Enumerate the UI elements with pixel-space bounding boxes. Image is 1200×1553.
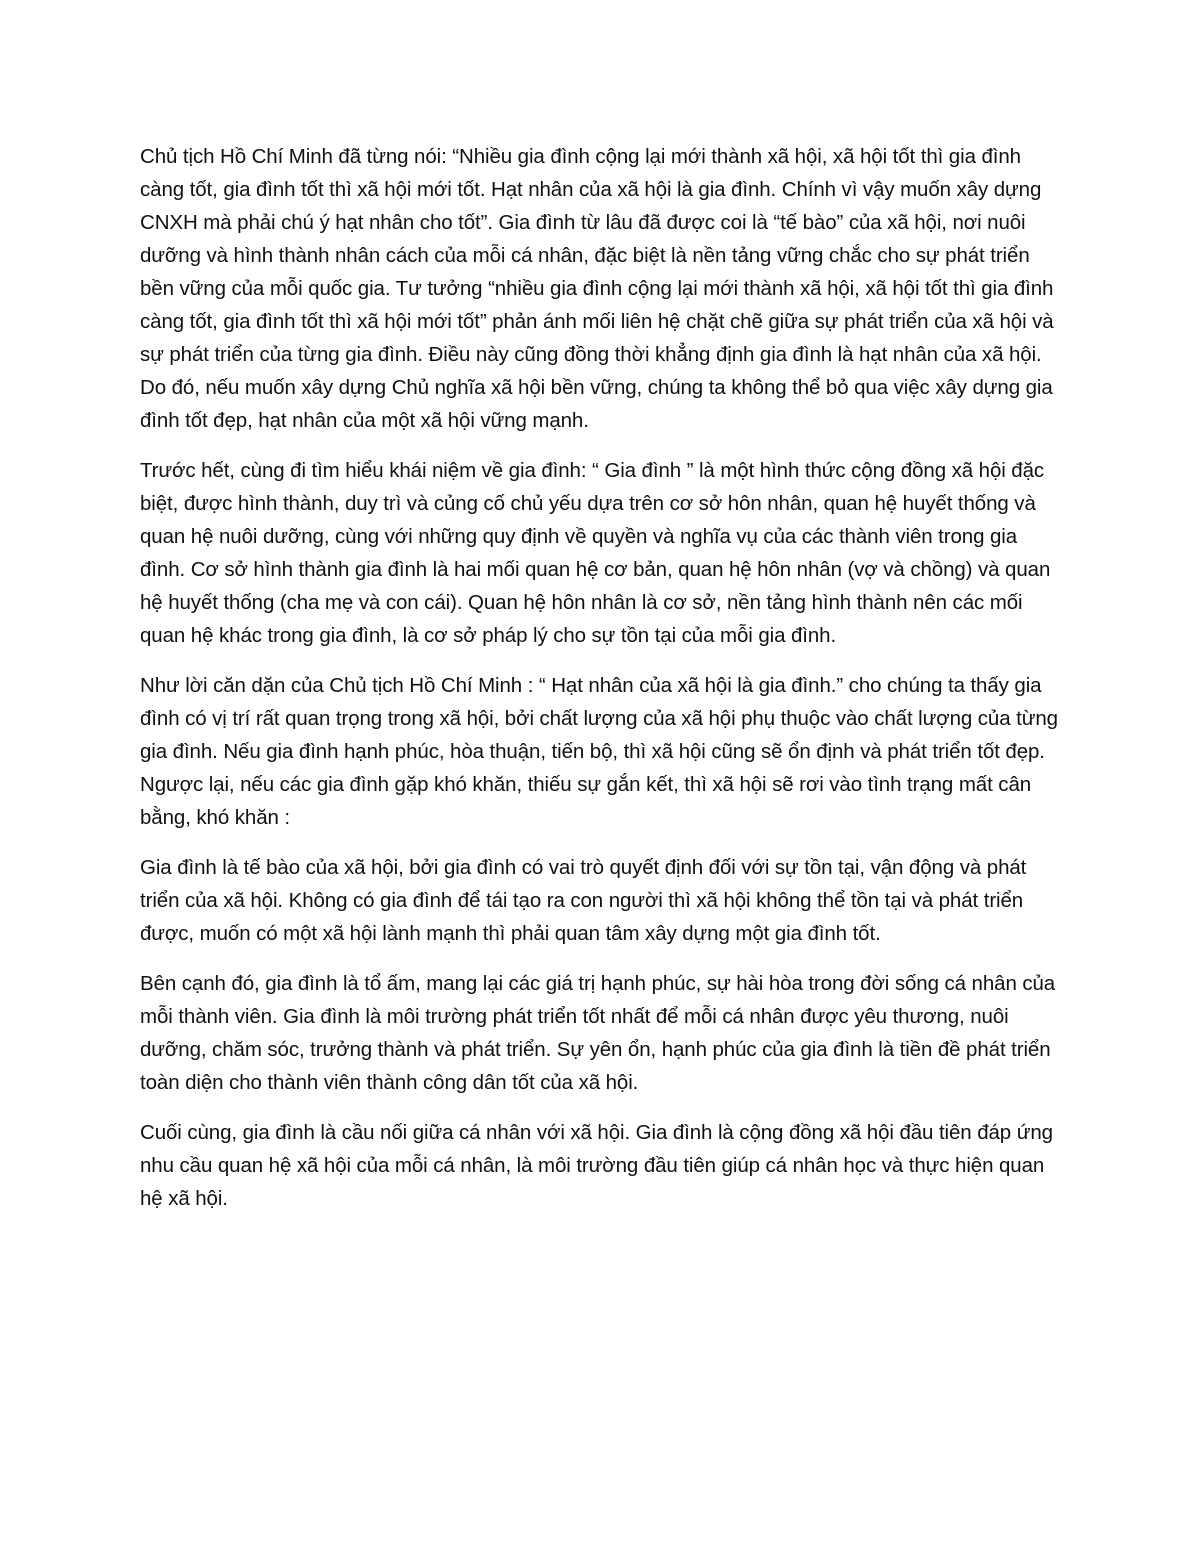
paragraph-cell-of-society: Gia đình là tế bào của xã hội, bởi gia đình có vai trò quyết định đối với sự tồn tại, vận động và phát triển của xã hội. Không có gia đình để tái tạo ra con người thì xã hội không thể tồn tại và phát triển được, muốn có một xã hội lành mạnh thì phải quan tâm xây dựng một gia đình tốt. [140,856,1027,945]
paragraph-importance: Như lời căn dặn của Chủ tịch Hồ Chí Minh : “ Hạt nhân của xã hội là gia đình.” cho chúng ta thấy gia đình có vị trí rất quan trọng trong xã hội, bởi chất lượng của xã hội phụ thuộc vào chất lượng của từng gia đình. Nếu gia đình hạnh phúc, hòa thuận, tiến bộ, thì xã hội cũng sẽ ổn định và phát triển tốt đẹp. Ngược lại, nếu các gia đình gặp khó khăn, thiếu sự gắn kết, thì xã hội sẽ rơi vào tình trạng mất cân bằng, khó khăn : [140,674,1058,829]
document-page [140,140,1065,1232]
paragraph-definition: Trước hết, cùng đi tìm hiểu khái niệm về gia đình: “ Gia đình ” là một hình thức cộng đồng xã hội đặc biệt, được hình thành, duy trì và củng cố chủ yếu dựa trên cơ sở hôn nhân, quan hệ huyết thống và quan hệ nuôi dưỡng, cùng với những quy định về quyền và nghĩa vụ của các thành viên trong gia đình. Cơ sở hình thành gia đình là hai mối quan hệ cơ bản, quan hệ hôn nhân (vợ và chồng) và quan hệ huyết thống (cha mẹ và con cái). Quan hệ hôn nhân là cơ sở, nền tảng hình thành nên các mối quan hệ khác trong gia đình, là cơ sở pháp lý cho sự tồn tại của mỗi gia đình. [140,459,1051,647]
paragraph-bridge: Cuối cùng, gia đình là cầu nối giữa cá nhân với xã hội. Gia đình là cộng đồng xã hội đầu tiên đáp ứng nhu cầu quan hệ xã hội của mỗi cá nhân, là môi trường đầu tiên giúp cá nhân học và thực hiện quan hệ xã hội. [140,1121,1053,1210]
paragraph-intro: Chủ tịch Hồ Chí Minh đã từng nói: “Nhiều gia đình cộng lại mới thành xã hội, xã hội tốt thì gia đình càng tốt, gia đình tốt thì xã hội mới tốt. Hạt nhân của xã hội là gia đình. Chính vì vậy muốn xây dựng CNXH mà phải chú ý hạt nhân cho tốt”. Gia đình từ lâu đã được coi là “tế bào” của xã hội, nơi nuôi dưỡng và hình thành nhân cách của mỗi cá nhân, đặc biệt là nền tảng vững chắc cho sự phát triển bền vững của mỗi quốc gia. Tư tưởng “nhiều gia đình cộng lại mới thành xã hội, xã hội tốt thì gia đình càng tốt, gia đình tốt thì xã hội mới tốt” phản ánh mối liên hệ chặt chẽ giữa sự phát triển của xã hội và sự phát triển của từng gia đình. Điều này cũng đồng thời khẳng định gia đình là hạt nhân của xã hội. Do đó, nếu muốn xây dựng Chủ nghĩa xã hội bền vững, chúng ta không thể bỏ qua việc xây dựng gia đình tốt đẹp, hạt nhân của một xã hội vững mạnh. [140,145,1054,432]
paragraph-home: Bên cạnh đó, gia đình là tổ ấm, mang lại các giá trị hạnh phúc, sự hài hòa trong đời sống cá nhân của mỗi thành viên. Gia đình là môi trường phát triển tốt nhất để mỗi cá nhân được yêu thương, nuôi dưỡng, chăm sóc, trưởng thành và phát triển. Sự yên ổn, hạnh phúc của gia đình là tiền đề phát triển toàn diện cho thành viên thành công dân tốt của xã hội. [140,972,1056,1094]
